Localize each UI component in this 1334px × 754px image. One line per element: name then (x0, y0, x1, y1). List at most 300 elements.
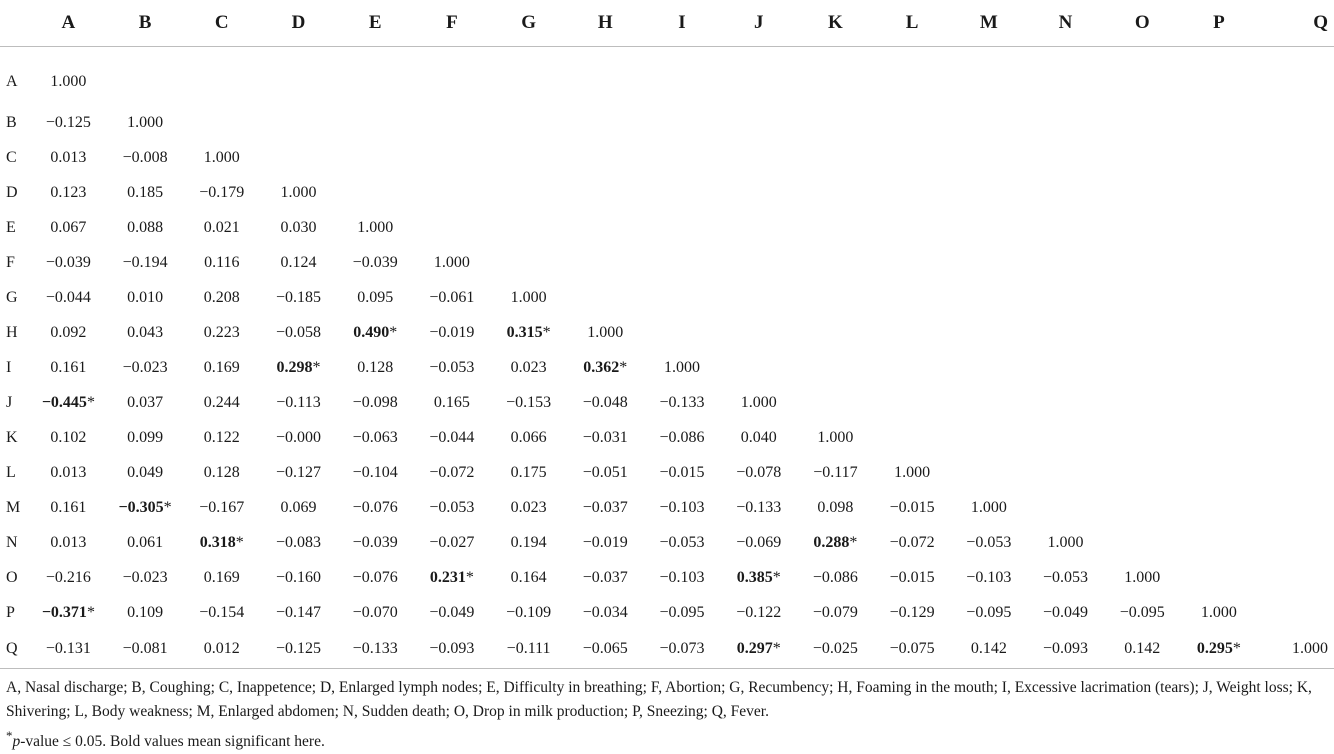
row-label-g: G (6, 288, 18, 306)
empty-cell (1257, 47, 1334, 106)
empty-cell (1257, 315, 1334, 350)
empty-cell (950, 105, 1027, 140)
table-cell (567, 630, 644, 669)
table-row (0, 385, 1334, 420)
table-row (0, 630, 1334, 669)
empty-cell (1027, 455, 1104, 490)
cell-value: 0.010 (127, 288, 164, 306)
table-cell (30, 490, 107, 525)
empty-cell (1104, 280, 1181, 315)
empty-cell (1027, 47, 1104, 106)
empty-cell (1257, 420, 1334, 455)
table-cell (183, 595, 260, 630)
cell-value: −0.053 (429, 498, 475, 516)
row-label-j: J (6, 393, 13, 411)
empty-cell (1104, 47, 1181, 106)
empty-cell (1104, 245, 1181, 280)
table-cell (797, 490, 874, 525)
cell-value: 0.231 (429, 568, 466, 586)
cell-value: −0.023 (122, 568, 168, 586)
table-cell (30, 210, 107, 245)
cell-value: −0.129 (889, 603, 935, 621)
column-header-c: C (183, 0, 260, 47)
table-cell (720, 595, 797, 630)
significance-asterisk: * (849, 533, 858, 551)
table-cell (183, 350, 260, 385)
table-cell (644, 420, 721, 455)
cell-value: 0.142 (1124, 640, 1161, 657)
table-cell (337, 490, 414, 525)
cell-value: −0.000 (275, 428, 321, 446)
table-cell (414, 595, 491, 630)
empty-cell (1027, 140, 1104, 175)
empty-cell (1104, 455, 1181, 490)
empty-cell (1257, 490, 1334, 525)
empty-cell (797, 105, 874, 140)
table-cell (644, 455, 721, 490)
table-cell (797, 595, 874, 630)
row-label-l: L (6, 463, 16, 481)
table-cell (644, 490, 721, 525)
empty-cell (1181, 385, 1258, 420)
table-cell (107, 525, 184, 560)
cell-value: 0.099 (127, 428, 164, 446)
cell-value: −0.072 (429, 463, 475, 481)
cell-value: −0.147 (275, 603, 321, 621)
table-cell (950, 525, 1027, 560)
empty-cell (260, 47, 337, 106)
table-cell (414, 315, 491, 350)
table-row (0, 140, 1334, 175)
cell-value: 1.000 (1047, 533, 1084, 551)
cell-value: 0.013 (50, 533, 87, 551)
empty-cell (950, 210, 1027, 245)
cell-value: −0.133 (736, 498, 782, 516)
cell-value: 0.223 (203, 323, 240, 341)
empty-cell (797, 245, 874, 280)
table-cell (30, 525, 107, 560)
empty-cell (1181, 420, 1258, 455)
table-cell (183, 490, 260, 525)
table-cell (1181, 630, 1258, 669)
cell-value: 0.165 (433, 393, 470, 411)
empty-cell (183, 47, 260, 106)
empty-cell (644, 140, 721, 175)
column-header-k: K (797, 0, 874, 47)
cell-value: 0.109 (127, 603, 164, 621)
row-label-k: K (6, 428, 18, 446)
cell-value: −0.079 (812, 603, 858, 621)
cell-value: −0.031 (582, 428, 628, 446)
empty-cell (414, 210, 491, 245)
table-cell (644, 560, 721, 595)
table-cell (107, 455, 184, 490)
cell-value: −0.058 (275, 323, 321, 341)
table-cell (490, 420, 567, 455)
table-cell (414, 525, 491, 560)
empty-cell (797, 350, 874, 385)
cell-value: 1.000 (50, 73, 87, 90)
empty-cell (874, 210, 951, 245)
cell-value: 0.128 (203, 463, 240, 481)
empty-cell (797, 280, 874, 315)
cell-value: 0.208 (203, 288, 240, 306)
empty-cell (720, 210, 797, 245)
table-cell (107, 420, 184, 455)
empty-cell (1104, 210, 1181, 245)
cell-value: −0.037 (582, 568, 628, 586)
table-cell (1181, 595, 1258, 630)
table-cell (414, 630, 491, 669)
table-row (0, 350, 1334, 385)
cell-value: 0.013 (50, 148, 87, 166)
empty-cell (950, 280, 1027, 315)
cell-value: −0.445 (41, 393, 87, 411)
empty-cell (874, 420, 951, 455)
empty-cell (490, 175, 567, 210)
empty-cell (567, 105, 644, 140)
cell-value: 1.000 (894, 463, 931, 481)
cell-value: 1.000 (1292, 640, 1328, 657)
cell-value: −0.113 (276, 393, 321, 411)
table-cell (490, 490, 567, 525)
table-cell (183, 455, 260, 490)
empty-cell (1181, 210, 1258, 245)
cell-value: −0.098 (352, 393, 398, 411)
cell-value: −0.125 (275, 640, 321, 657)
table-cell (183, 315, 260, 350)
empty-cell (950, 385, 1027, 420)
table-cell (260, 350, 337, 385)
empty-cell (644, 210, 721, 245)
table-cell (30, 175, 107, 210)
table-row (0, 490, 1334, 525)
empty-cell (1257, 595, 1334, 630)
table-cell (107, 350, 184, 385)
cell-value: −0.049 (429, 603, 475, 621)
table-cell (107, 140, 184, 175)
table-row (0, 315, 1334, 350)
cell-value: −0.104 (352, 463, 398, 481)
cell-value: −0.034 (582, 603, 628, 621)
empty-cell (567, 210, 644, 245)
table-cell (414, 420, 491, 455)
cell-value: 0.023 (510, 358, 547, 376)
table-cell (260, 525, 337, 560)
table-cell (260, 595, 337, 630)
cell-value: 0.122 (203, 428, 240, 446)
cell-value: 0.102 (50, 428, 87, 446)
significance-asterisk: * (772, 568, 781, 586)
empty-cell (797, 315, 874, 350)
header-corner (0, 0, 30, 47)
empty-cell (644, 47, 721, 106)
empty-cell (1181, 105, 1258, 140)
cell-value: −0.008 (122, 148, 168, 166)
cell-value: 0.128 (357, 358, 394, 376)
table-cell (337, 245, 414, 280)
cell-value: −0.019 (582, 533, 628, 551)
column-header-f: F (414, 0, 491, 47)
cell-value: 0.012 (203, 640, 240, 657)
empty-cell (1104, 420, 1181, 455)
row-label-b: B (6, 113, 17, 131)
significance-asterisk: * (465, 568, 474, 586)
cell-value: 0.030 (280, 218, 317, 236)
empty-cell (1181, 560, 1258, 595)
cell-value: 0.067 (50, 218, 87, 236)
empty-cell (567, 47, 644, 106)
cell-value: −0.037 (582, 498, 628, 516)
cell-value: −0.216 (45, 568, 91, 586)
table-cell (337, 315, 414, 350)
row-label-c: C (6, 148, 17, 166)
cell-value: 1.000 (817, 428, 854, 446)
table-cell (260, 455, 337, 490)
cell-value: 0.169 (203, 358, 240, 376)
cell-value: 0.185 (127, 183, 164, 201)
column-header-j: J (720, 0, 797, 47)
table-cell (30, 630, 107, 669)
table-cell (337, 350, 414, 385)
table-cell (490, 595, 567, 630)
significance-asterisk: * (235, 533, 244, 551)
table-cell (107, 595, 184, 630)
table-cell (183, 560, 260, 595)
column-header-d: D (260, 0, 337, 47)
empty-cell (1257, 455, 1334, 490)
empty-cell (1027, 280, 1104, 315)
table-cell (260, 630, 337, 669)
table-row (0, 595, 1334, 630)
cell-value: −0.015 (889, 568, 935, 586)
table-cell (644, 350, 721, 385)
cell-value: −0.305 (118, 498, 164, 516)
cell-value: 0.298 (276, 358, 313, 376)
cell-value: −0.095 (659, 603, 705, 621)
table-cell (107, 315, 184, 350)
table-cell (414, 385, 491, 420)
cell-value: −0.053 (966, 533, 1012, 551)
empty-cell (1104, 525, 1181, 560)
cell-value: 0.088 (127, 218, 164, 236)
cell-value: −0.093 (429, 640, 475, 657)
table-cell (567, 420, 644, 455)
cell-value: 0.021 (203, 218, 240, 236)
table-cell (107, 175, 184, 210)
table-cell (567, 490, 644, 525)
significance-asterisk: * (542, 323, 551, 341)
cell-value: 0.098 (817, 498, 854, 516)
cell-value: 1.000 (587, 323, 624, 341)
cell-value: 1.000 (664, 358, 700, 376)
table-row (0, 560, 1334, 595)
abbreviations-note: A, Nasal discharge; B, Coughing; C, Inappetence; D, Enlarged lymph nodes; E, Difficulty in breathing; F, Abortion; G, Recumbency; H, Foaming in the mouth; I, Excessive lacrimation (tears); J, Weight loss; K, Shivering; L, Body weakness; M, Enlarged abdomen; N, Sudden death; O, Drop in milk production; P, Sneezing; Q, Fever. (6, 679, 1312, 720)
empty-cell (1027, 175, 1104, 210)
table-cell (490, 525, 567, 560)
table-cell (337, 385, 414, 420)
table-row (0, 105, 1334, 140)
cell-value: −0.053 (1043, 568, 1089, 586)
cell-value: 0.175 (510, 463, 547, 481)
table-cell (720, 525, 797, 560)
empty-cell (1104, 350, 1181, 385)
empty-cell (1181, 350, 1258, 385)
empty-cell (720, 47, 797, 106)
cell-value: −0.371 (41, 603, 87, 621)
table-row (0, 420, 1334, 455)
table-cell (490, 315, 567, 350)
table-cell (260, 210, 337, 245)
table-cell (644, 385, 721, 420)
table-cell (183, 245, 260, 280)
column-header-n: N (1027, 0, 1104, 47)
table-cell (797, 455, 874, 490)
table-cell (30, 385, 107, 420)
cell-value: −0.019 (429, 323, 475, 341)
cell-value: 0.161 (50, 498, 87, 516)
cell-value: −0.069 (736, 533, 782, 551)
cell-value: 0.116 (204, 253, 240, 271)
empty-cell (1181, 455, 1258, 490)
column-header-g: G (490, 0, 567, 47)
empty-cell (567, 245, 644, 280)
empty-cell (567, 140, 644, 175)
table-cell (490, 630, 567, 669)
empty-cell (1257, 280, 1334, 315)
cell-value: 0.049 (127, 463, 164, 481)
cell-value: 0.161 (50, 358, 87, 376)
empty-cell (797, 385, 874, 420)
cell-value: 0.023 (510, 498, 547, 516)
cell-value: 0.092 (50, 323, 87, 341)
cell-value: 0.069 (280, 498, 317, 516)
significance-note (6, 724, 1328, 754)
column-header-i: I (644, 0, 721, 47)
empty-cell (644, 245, 721, 280)
empty-cell (337, 175, 414, 210)
column-header-l: L (874, 0, 951, 47)
cell-value: −0.049 (1043, 603, 1089, 621)
row-label-f: F (6, 253, 15, 271)
empty-cell (1027, 420, 1104, 455)
cell-value: 1.000 (127, 113, 164, 131)
cell-value: −0.039 (352, 253, 398, 271)
p-value-term: p (12, 733, 21, 751)
significance-marker: * (6, 728, 13, 743)
cell-value: 0.040 (740, 428, 777, 446)
table-cell (30, 140, 107, 175)
cell-value: −0.117 (813, 463, 858, 481)
empty-cell (1104, 490, 1181, 525)
table-cell (30, 47, 107, 106)
table-cell (107, 280, 184, 315)
cell-value: 0.066 (510, 428, 547, 446)
table-cell (260, 175, 337, 210)
empty-cell (1027, 315, 1104, 350)
cell-value: 0.037 (127, 393, 164, 411)
table-cell (260, 490, 337, 525)
table-cell (1027, 630, 1104, 669)
significance-asterisk: * (389, 323, 398, 341)
table-cell (337, 630, 414, 669)
empty-cell (950, 140, 1027, 175)
table-cell (950, 560, 1027, 595)
cell-value: 0.095 (357, 288, 394, 306)
table-cell (30, 105, 107, 140)
table-cell (490, 350, 567, 385)
empty-cell (1027, 490, 1104, 525)
empty-cell (950, 350, 1027, 385)
table-cell (567, 385, 644, 420)
table-cell (490, 560, 567, 595)
empty-cell (1181, 47, 1258, 106)
table-cell (874, 525, 951, 560)
significance-asterisk: * (1232, 640, 1241, 657)
empty-cell (1181, 140, 1258, 175)
cell-value: 1.000 (433, 253, 470, 271)
cell-value: −0.103 (966, 568, 1012, 586)
cell-value: −0.073 (659, 640, 705, 657)
table-cell (720, 490, 797, 525)
empty-cell (950, 455, 1027, 490)
cell-value: −0.154 (199, 603, 245, 621)
empty-cell (1257, 140, 1334, 175)
table-cell (30, 595, 107, 630)
cell-value: −0.125 (45, 113, 91, 131)
cell-value: −0.076 (352, 498, 398, 516)
significance-text: -value ≤ 0.05. Bold values mean significant here. (20, 733, 325, 751)
table-cell (797, 525, 874, 560)
empty-cell (874, 245, 951, 280)
empty-cell (644, 105, 721, 140)
table-cell (720, 385, 797, 420)
row-label-h: H (6, 323, 18, 341)
empty-cell (1104, 140, 1181, 175)
cell-value: −0.153 (506, 393, 552, 411)
empty-cell (183, 105, 260, 140)
table-cell (183, 525, 260, 560)
table-row (0, 280, 1334, 315)
table-cell (337, 595, 414, 630)
cell-value: 1.000 (510, 288, 547, 306)
table-cell (30, 315, 107, 350)
cell-value: −0.103 (659, 498, 705, 516)
empty-cell (107, 47, 184, 106)
empty-cell (720, 315, 797, 350)
cell-value: −0.083 (275, 533, 321, 551)
empty-cell (490, 245, 567, 280)
empty-cell (720, 105, 797, 140)
table-cell (107, 560, 184, 595)
empty-cell (260, 105, 337, 140)
empty-cell (414, 140, 491, 175)
table-cell (337, 280, 414, 315)
table-cell (874, 560, 951, 595)
table-cell (797, 420, 874, 455)
table-cell (644, 630, 721, 669)
table-cell (260, 280, 337, 315)
empty-cell (874, 140, 951, 175)
empty-cell (490, 47, 567, 106)
table-cell (644, 525, 721, 560)
row-label-e: E (6, 218, 16, 236)
cell-value: 0.315 (506, 323, 543, 341)
empty-cell (874, 280, 951, 315)
table-cell (490, 385, 567, 420)
table-row (0, 455, 1334, 490)
empty-cell (1104, 385, 1181, 420)
